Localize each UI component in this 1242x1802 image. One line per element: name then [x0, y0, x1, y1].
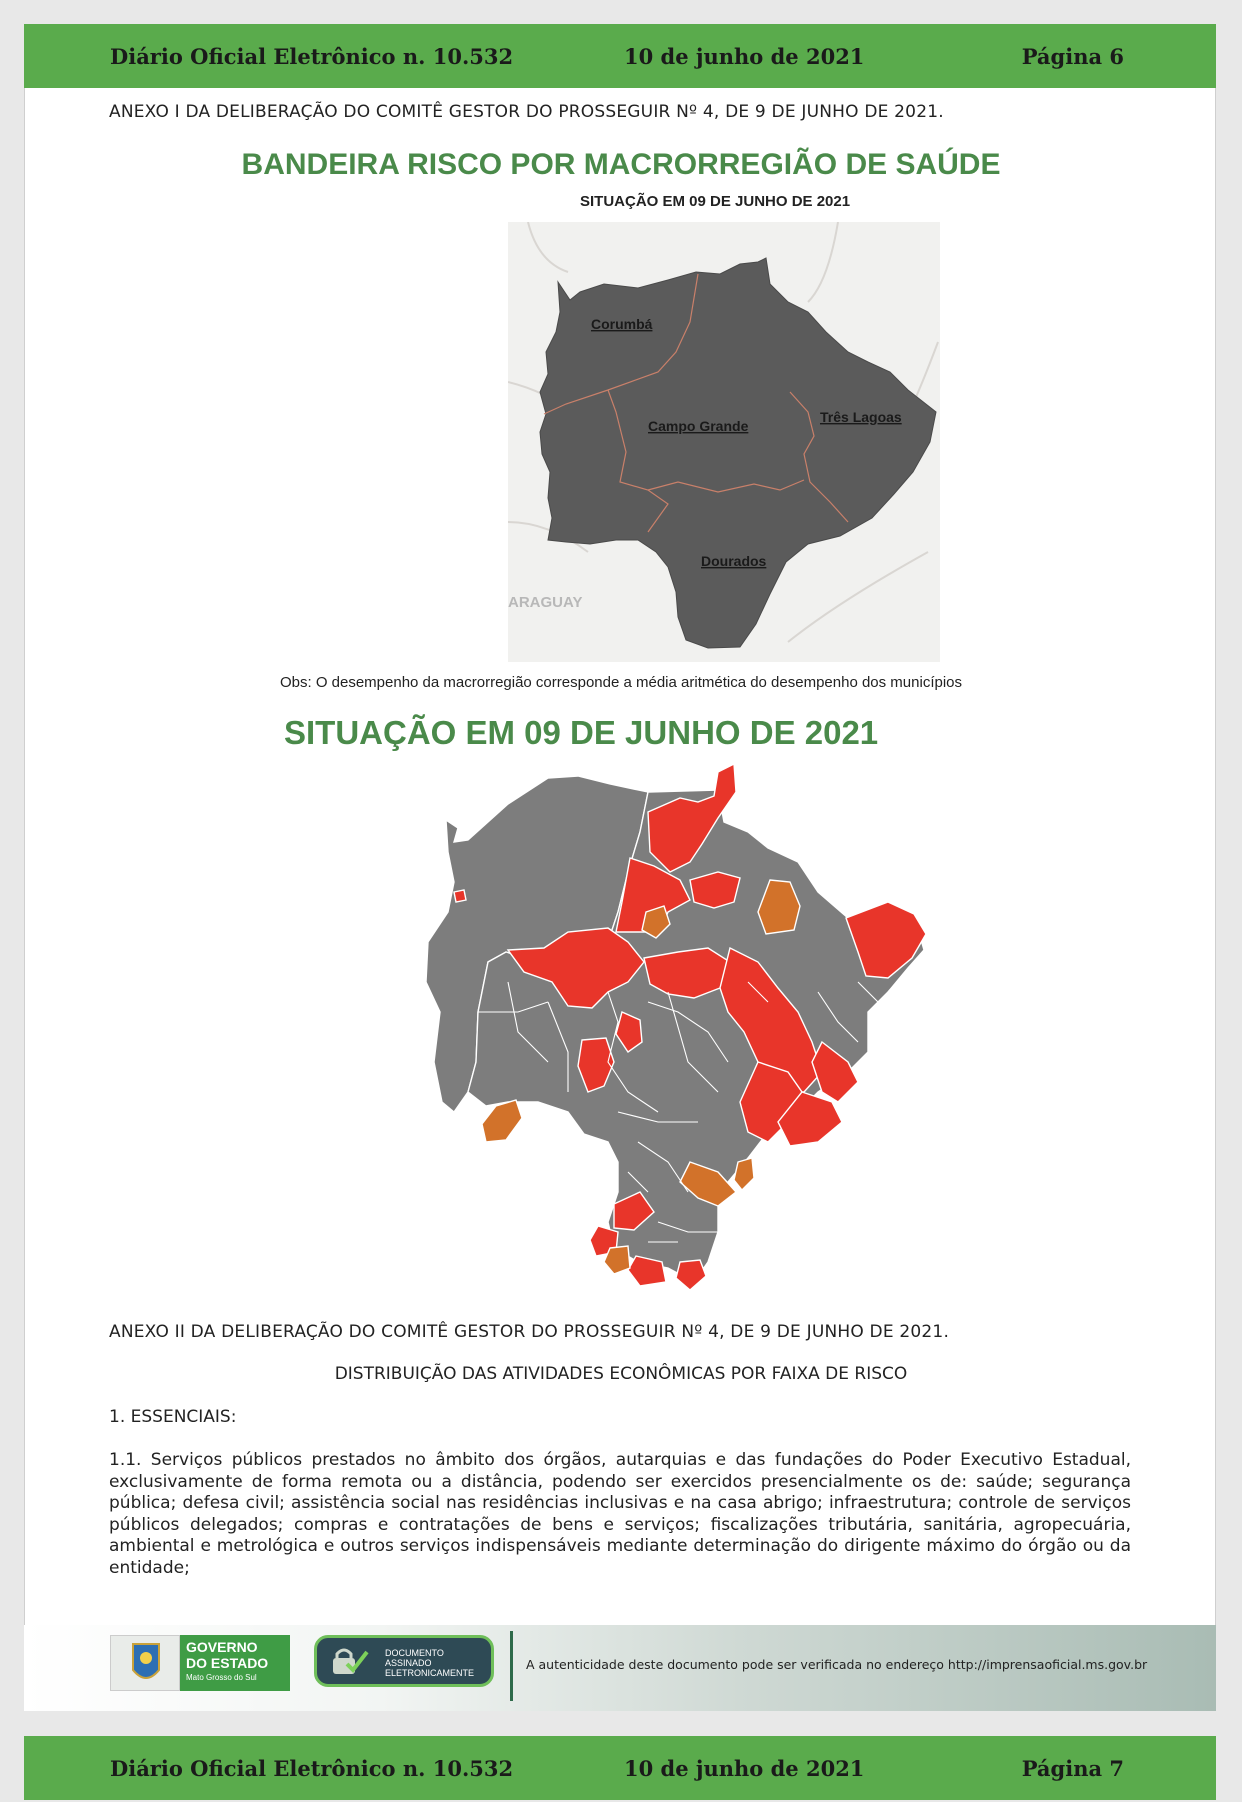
- label-paraguay: ARAGUAY: [508, 594, 583, 611]
- government-logo: [110, 1635, 290, 1691]
- signed-document-badge: DOCUMENTO ASSINADO ELETRONICAMENTE: [314, 1635, 494, 1687]
- label-corumba: Corumbá: [591, 316, 653, 332]
- label-dourados: Dourados: [701, 553, 767, 569]
- municipality-map: [418, 762, 964, 1292]
- municipality-red: [454, 890, 466, 902]
- state-crest-icon: [110, 1635, 180, 1691]
- journal-title: Diário Oficial Eletrônico n. 10.532: [110, 44, 514, 69]
- map2-title: SITUAÇÃO EM 09 DE JUNHO DE 2021: [284, 714, 879, 751]
- page-number: Página 6: [1021, 44, 1124, 69]
- padlock-check-icon: [327, 1646, 373, 1676]
- distribution-title: DISTRIBUIÇÃO DAS ATIVIDADES ECONÔMICAS POR FAIXA DE RISCO: [334, 1364, 908, 1384]
- annex-2-heading: ANEXO II DA DELIBERAÇÃO DO COMITÊ GESTOR DO PROSSEGUIR Nº 4, DE 9 DE JUNHO DE 2021.: [109, 1322, 950, 1342]
- map1-subtitle: SITUAÇÃO EM 09 DE JUNHO DE 2021: [580, 193, 851, 210]
- next-page-header-bar: [24, 1736, 1216, 1800]
- issue-date: 10 de junho de 2021: [624, 1756, 865, 1781]
- header-bar: [24, 24, 1216, 88]
- footer-divider: [510, 1631, 513, 1701]
- paragraph-1-1: 1.1. Serviços públicos prestados no âmbito dos órgãos, autarquias e das fundações do Poder Executivo Estadual, exclusivamente de forma remota ou a distância, podendo ser exercidos presencialmente os de: saúde; segurança pública; defesa civil; assistência social nas residências inclusivas e na casa abrigo; infraestrutura; controle de serviços públicos delegados; compras e contratações de bens e serviços; fiscalizações tributária, sanitária, agropecuária, ambiental e metrológica e outros serviços indispensáveis mediante determinação do dirigente máximo do órgão ou da entidade;: [109, 1450, 1131, 1578]
- label-campo-grande: Campo Grande: [648, 418, 749, 434]
- issue-date: 10 de junho de 2021: [624, 44, 865, 69]
- journal-title: Diário Oficial Eletrônico n. 10.532: [110, 1756, 514, 1781]
- macroregion-map: [508, 222, 940, 662]
- label-tres-lagoas: Três Lagoas: [820, 409, 902, 425]
- annex-1-heading: ANEXO I DA DELIBERAÇÃO DO COMITÊ GESTOR DO PROSSEGUIR Nº 4, DE 9 DE JUNHO DE 2021.: [109, 102, 944, 122]
- map1-observation: Obs: O desempenho da macrorregião corresponde a média aritmética do desempenho dos municípios: [279, 674, 963, 691]
- page-number: Página 7: [1021, 1756, 1124, 1781]
- page-footer: [24, 1625, 1216, 1711]
- authenticity-notice: A autenticidade deste documento pode ser verificada no endereço http://imprensaoficial.ms.gov.br: [526, 1657, 1148, 1672]
- government-label: GOVERNO DO ESTADO Mato Grosso do Sul: [180, 1635, 290, 1691]
- section-essentials-heading: 1. ESSENCIAIS:: [109, 1407, 237, 1427]
- map1-title: BANDEIRA RISCO POR MACRORREGIÃO DE SAÚDE: [241, 148, 1001, 181]
- municipality-red: [690, 872, 740, 908]
